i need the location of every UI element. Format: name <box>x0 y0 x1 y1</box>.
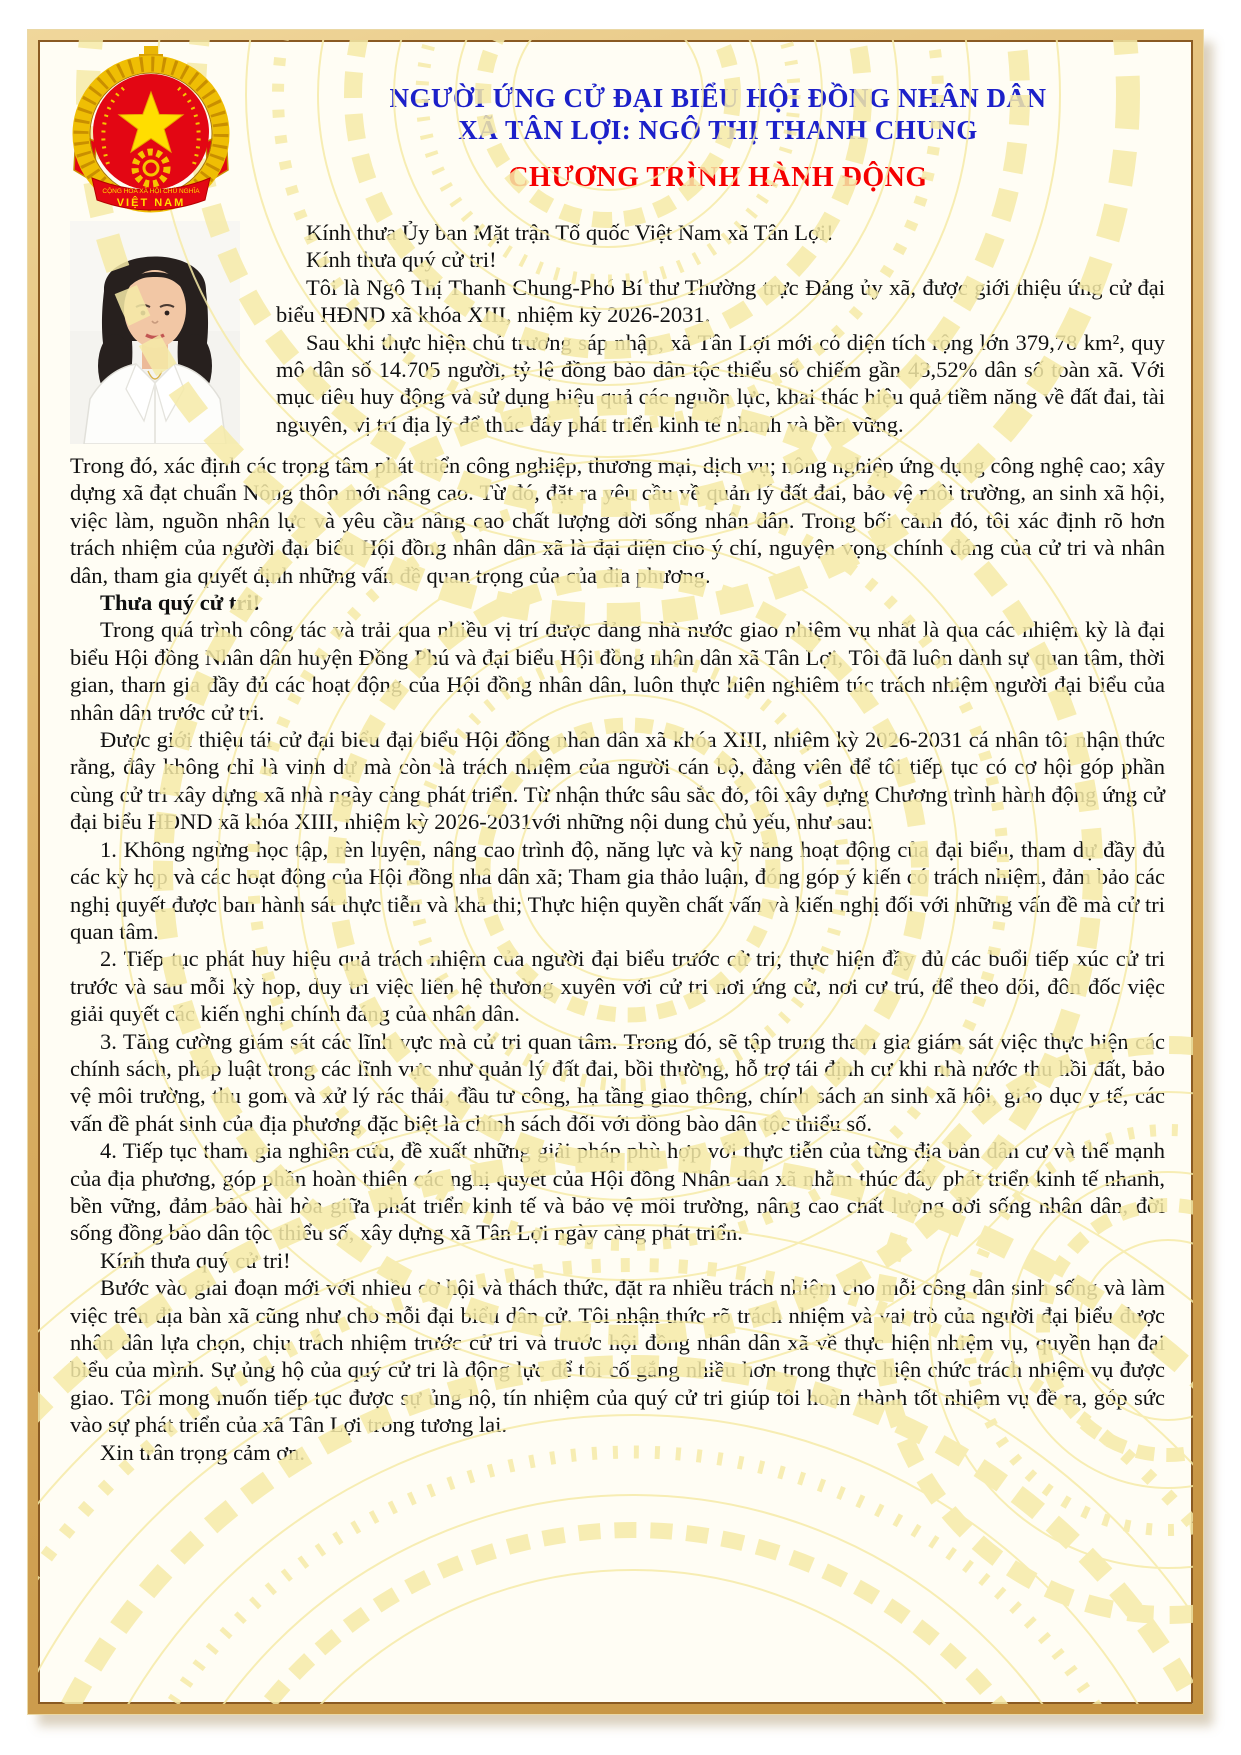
document-header <box>273 40 1163 194</box>
action-item-3: 3. Tăng cường giám sát các lĩnh vực mà cử tri quan tâm. Trong đó, sẽ tập trung tham gia giám sát việc thực hiện các chính sách, pháp luật trong các lĩnh vực như quản lý đất đai, bồi thường, hỗ trợ tái định cư khi nhà nước thu hồi đất, bảo vệ môi trường, thu gom và xử lý rác thải, đầu tư công, hạ tầng giao thông, chính sách an sinh xã hội, giáo dục y tế, các vấn đề phát sinh của địa phương đặc biệt là chính sách đối với đồng bào dân tộc thiểu số. <box>70 1028 1165 1136</box>
closing-thanks: Xin trân trọng cảm ơn. <box>100 1439 305 1465</box>
work-experience: Trong quá trình công tác và trải qua nhiều vị trí được đảng nhà nước giao nhiệm vụ nhất là qua các nhiệm kỳ là đại biểu Hội đồng Nhân dân huyện Đồng Phú và đại biểu Hội đồng nhân dân xã Tân Lợi, Tôi đã luôn dành sự quan tâm, thời gian, tham gia đầy đủ các hoạt động của Hội đồng nhân dân, luôn thực hiện nghiêm túc trách nhiệm người đại biểu của nhân dân trước cử tri. <box>70 617 1165 725</box>
development-focus: Trong đó, xác định các trọng tâm phát triển công nghiệp, thương mại, dịch vụ; nông nghiệp ứng dụng công nghệ cao; xây dựng xã đạt chuẩn Nông thôn mới nâng cao. Từ đó, đặt ra yêu cầu về quản lý đất đai, bảo vệ môi trường, an sinh xã hội, việc làm, nguồn nhân lực và yêu cầu nâng cao chất lượng đời sống nhân dân. Trong bối cảnh đó, tôi xác định rõ hơn trách nhiệm của người đại biểu Hội đồng nhân dân xã là đại diện cho ý chí, nguyện vọng chính đáng của cử tri và nhân dân, tham gia quyết định những vấn đề quan trọng của của địa phương. <box>70 453 1165 588</box>
portrait-illustration <box>70 221 240 444</box>
header-title-line1: NGƯỜI ỨNG CỬ ĐẠI BIỂU HỘI ĐỒNG NHÂN DÂN <box>389 83 1047 113</box>
commune-overview: Sau khi thực hiện chủ trương sáp nhập, xã Tân Lợi mới có diện tích rộng lớn 379,78 km², quy mô dân số 14.705 người, tỷ lệ đồng bào dân tộc thiểu số chiếm gần 43,52% dân số toàn xã. Với mục tiêu huy động và sử dụng hiệu quả các nguồn lực, khai thác hiệu quả tiềm năng về đất đai, tài nguyên, vị trí địa lý để thúc đẩy phát triển kinh tế nhanh và bền vững. <box>276 329 1165 437</box>
greeting-voters: Kính thưa quý cử tri! <box>306 247 497 273</box>
address-voters-heading: Thưa quý cử tri! <box>100 590 261 616</box>
greeting-fatherland-front: Kính thưa Ủy ban Mặt trận Tổ quốc Việt Nam xã Tân Lợi! <box>306 220 834 245</box>
emblem-ribbon-text: VIỆT NAM <box>116 197 186 209</box>
vietnam-emblem-icon <box>70 46 232 220</box>
page-background <box>38 40 1193 1704</box>
header-title-line2: XÃ TÂN LỢI: NGÔ THỊ THANH CHUNG <box>458 115 978 145</box>
vietnam-national-emblem <box>70 46 232 220</box>
address-voters-2: Kính thưa quý cử tri! <box>100 1247 291 1273</box>
ornamental-frame <box>28 30 1203 1714</box>
document-body <box>70 219 1165 1466</box>
action-program-title: CHƯƠNG TRÌNH HÀNH ĐỘNG <box>508 162 928 193</box>
action-item-2: 2. Tiếp tục phát huy hiệu quả trách nhiệm của người đại biểu trước cử tri; thực hiện đầy đủ các buổi tiếp xúc cử tri trước và sau mỗi kỳ họp, duy trì việc liên hệ thường xuyên với cử tri nơi ứng cử, nơi cư trú, để theo dõi, đôn đốc việc giải quyết các kiến nghị chính đáng của nhân dân. <box>70 946 1165 1027</box>
renomination-statement: Được giới thiệu tái cử đại biểu đại biểu Hội đồng nhân dân xã khóa XIII, nhiệm kỳ 2026-2031 cá nhân tôi nhận thức rằng, đây không chỉ là vinh dự mà còn là trách nhiệm của người cán bộ, đảng viên để tôi tiếp tục có cơ hội góp phần cùng cử tri xây dựng xã nhà ngày càng phát triển. Từ nhận thức sâu sắc đó, tôi xây dựng Chương trình hành động ứng cử đại biểu HĐND xã khóa XIII, nhiệm kỳ 2026-2031với những nội dung chủ yếu, như sau: <box>70 727 1165 835</box>
action-item-1: 1. Không ngừng học tập, rèn luyện, nâng cao trình độ, năng lực và kỹ năng hoạt động của đại biểu, tham dự đầy đủ các kỳ họp và các hoạt động của Hội đồng nhâ dân xã; Tham gia thảo luận, đóng góp ý kiến có trách nhiệm, đảm bảo các nghị quyết được ban hành sát thực tiễn và khả thi; Thực hiện quyền chất vấn và kiến nghị đối với những vấn đề mà cử tri quan tâm. <box>70 836 1165 944</box>
self-introduction: Tôi là Ngô Thị Thanh Chung-Phó Bí thư Thường trực Đảng ủy xã, được giới thiệu ứng cử đại biểu HĐND xã khóa XIII, nhiệm kỳ 2026-2031. <box>276 274 1165 328</box>
commitment-paragraph: Bước vào giai đoạn mới với nhiều cơ hội và thách thức, đặt ra nhiều trách nhiệm cho mỗi công dân sinh sống và làm việc trên địa bàn xã cũng như cho mỗi đại biểu dân cử. Tôi nhận thức rõ trách nhiệm và vai trò của người đại biểu được nhân dân lựa chọn, chịu trách nhiệm trước cử tri và trước hội đồng nhân dân xã về thực hiện nhiệm vụ, quyền hạn đại biểu của mình. Sự ủng hộ của quý cử tri là động lực để tôi cố gắng nhiều hơn trong thực hiện chức trách nhiệm vụ được giao. Tôi mong muốn tiếp tục được sự ủng hộ, tín nhiệm của quý cử tri giúp tôi hoàn thành tốt nhiệm vụ đề ra, góp sức vào sự phát triển của xã Tân Lợi trong tương lai. <box>70 1275 1165 1438</box>
candidate-photo <box>70 221 240 444</box>
action-item-4: 4. Tiếp tục tham gia nghiên cứu, đề xuất những giải pháp phù hợp với thực tiễn của từng địa bàn dân cư và thế mạnh của địa phương, góp phần hoàn thiện các nghị quyết của Hội đồng Nhân dân xã nhằm thúc đẩy phát triển kinh tế nhanh, bền vững, đảm bảo hài hòa giữa phát triển kinh tế và bảo vệ môi trường, nâng cao chất lượng đời sống nhân dân, đời sống đồng bào dân tộc thiểu số, xây dựng xã Tân Lợi ngày càng phát triển. <box>70 1138 1165 1246</box>
emblem-ribbon-small-text: CỘNG HÒA XÃ HỘI CHỦ NGHĨA <box>102 188 200 195</box>
